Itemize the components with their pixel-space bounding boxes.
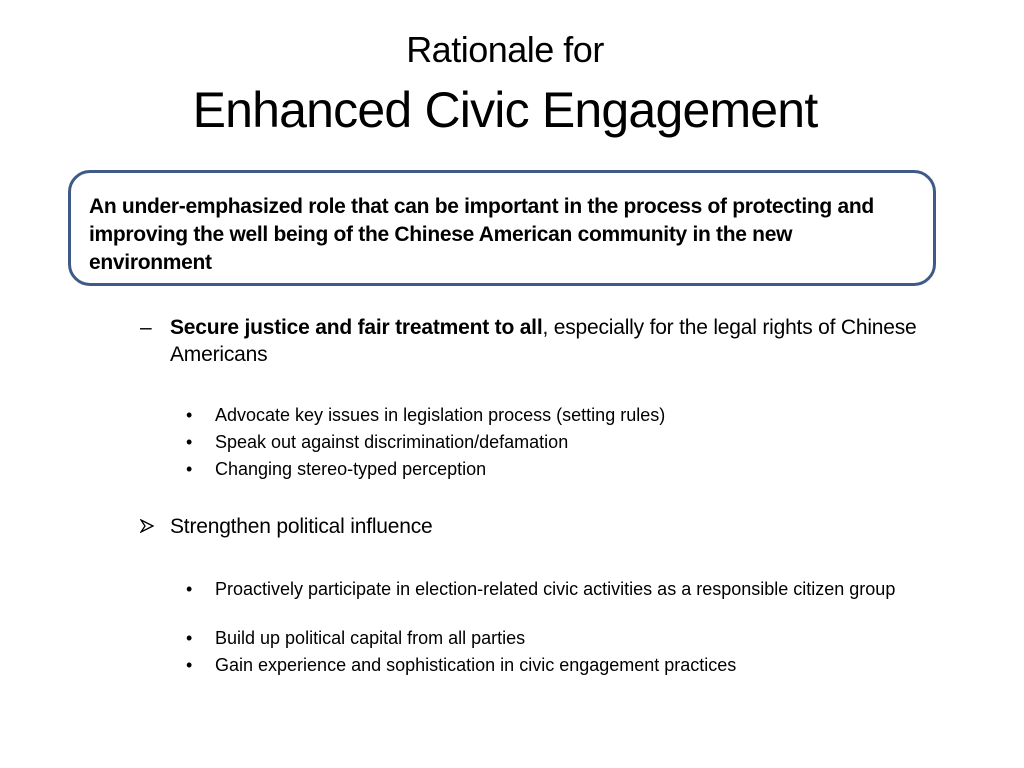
bullet-dot-icon: • [186, 459, 193, 479]
bullet-dot-icon: • [186, 655, 193, 675]
list-item [186, 654, 926, 681]
dash-item-text [170, 314, 940, 368]
list-item-text: Build up political capital from all parties [215, 628, 526, 648]
dash-item-bold: Secure justice and fair treatment to all [170, 316, 543, 339]
list-item-text: Proactively participate in election-related civic activities as a responsible citizen group [215, 579, 896, 599]
slide-title-line1: Rationale for [406, 29, 604, 70]
list-item [186, 458, 926, 485]
list-item [186, 404, 926, 431]
arrow-bullet-icon [140, 519, 154, 533]
arrow-item-text: Strengthen political influence [170, 515, 433, 538]
bullet-dot-icon: • [186, 405, 193, 425]
slide-title-line2: Enhanced Civic Engagement [192, 82, 818, 138]
list-item [186, 578, 926, 627]
list-item-text: Gain experience and sophistication in civic engagement practices [215, 655, 737, 675]
list-item [186, 431, 926, 458]
bullet-dot-icon: • [186, 628, 193, 648]
list-item-text: Changing stereo-typed perception [215, 459, 487, 479]
list-item [186, 627, 926, 654]
list-item-text: Speak out against discrimination/defamation [215, 432, 569, 452]
callout-box [68, 170, 936, 286]
list-item-text: Advocate key issues in legislation process (setting rules) [215, 405, 666, 425]
arrow-subpoints-list [186, 578, 926, 681]
bullet-dot-icon: • [186, 579, 193, 599]
callout-text: An under-emphasized role that can be important in the process of protecting and improving the well being of the Chinese American community in the new environment [89, 195, 874, 274]
dash-subpoints-list [186, 404, 926, 485]
dash-item-rest: , especially for the legal rights of Chinese Americans [170, 316, 917, 366]
dash-marker: – [140, 316, 152, 339]
bullet-dot-icon: • [186, 432, 193, 452]
